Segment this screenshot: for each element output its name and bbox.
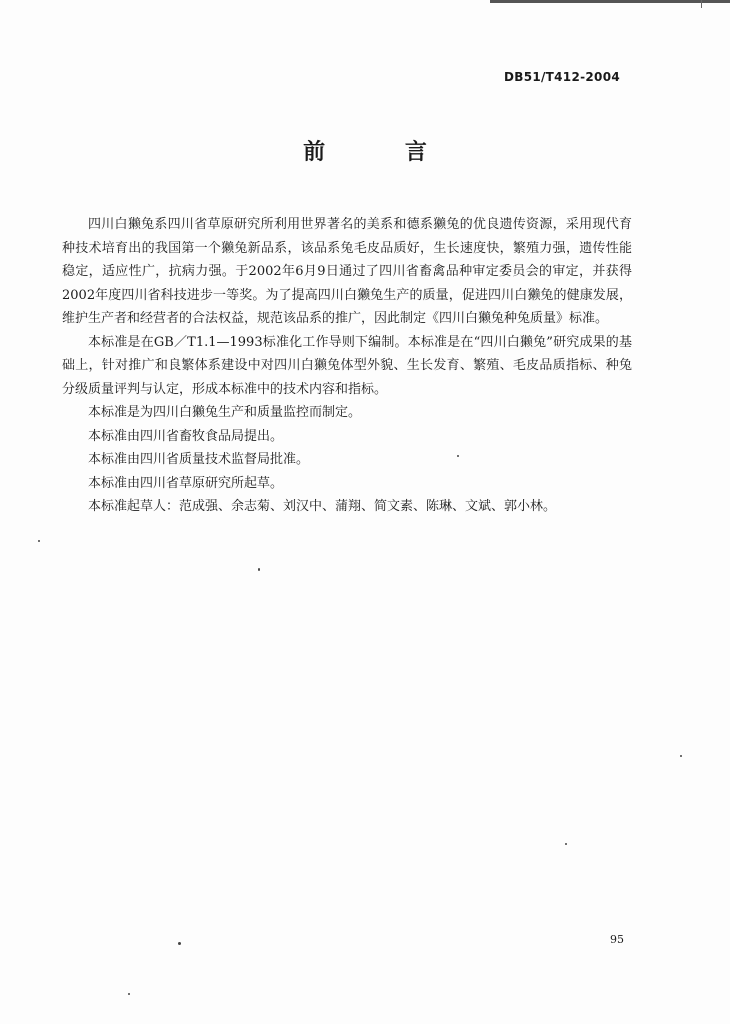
page-number: 95 [610,933,624,946]
page-title: 前 言 [303,140,463,165]
standard-code: DB51/T412-2004 [503,70,620,84]
scan-speck [178,942,181,945]
body-text [62,213,632,519]
paragraph-approver: 本标准由四川省质量技术监督局批准。 [88,452,310,467]
scan-speck [457,455,459,457]
paragraph-intro: 四川白獭兔系四川省草原研究所利用世界著名的美系和德系獭兔的优良遗传资源，采用现代育种技术培育出的我国第一个獭兔新品系，该品系兔毛皮品质好，生长速度快，繁殖力强，遗传性能稳定，适应性广，抗病力强。于2002年6月9日通过了四川省畜禽品种审定委员会的审定，并获得2002年度四川省科技进步一等奖。为了提高四川白獭兔生产的质量，促进四川白獭兔的健康发展，维护生产者和经营者的合法权益，规范该品系的推广，因此制定《四川白獭兔种兔质量》标准。 [62,217,632,326]
scan-speck [565,843,567,845]
scan-speck [38,540,40,542]
scan-speck [680,755,682,757]
scan-speck [128,993,130,995]
paragraph-proposer: 本标准由四川省畜牧食品局提出。 [88,428,284,444]
paragraph-drafter-org: 本标准由四川省草原研究所起草。 [88,475,284,491]
paragraph-purpose: 本标准是为四川白獭兔生产和质量监控而制定。 [88,405,362,420]
paragraph-drafters: 本标准起草人：范成强、余志菊、刘汉中、蒲翔、简文素、陈琳、文斌、郭小林。 [88,499,557,514]
scan-speck [258,568,260,571]
paragraph-basis: 本标准是在GB／T1.1—1993标准化工作导则下编制。本标准是在“四川白獭兔”研究成果的基础上，针对推广和良繁体系建设中对四川白獭兔体型外貌、生长发育、繁殖、毛皮品质指标、种兔分级质量评判与认定，形成本标准中的技术内容和指标。 [62,334,632,397]
scan-corner-mark [693,0,702,8]
